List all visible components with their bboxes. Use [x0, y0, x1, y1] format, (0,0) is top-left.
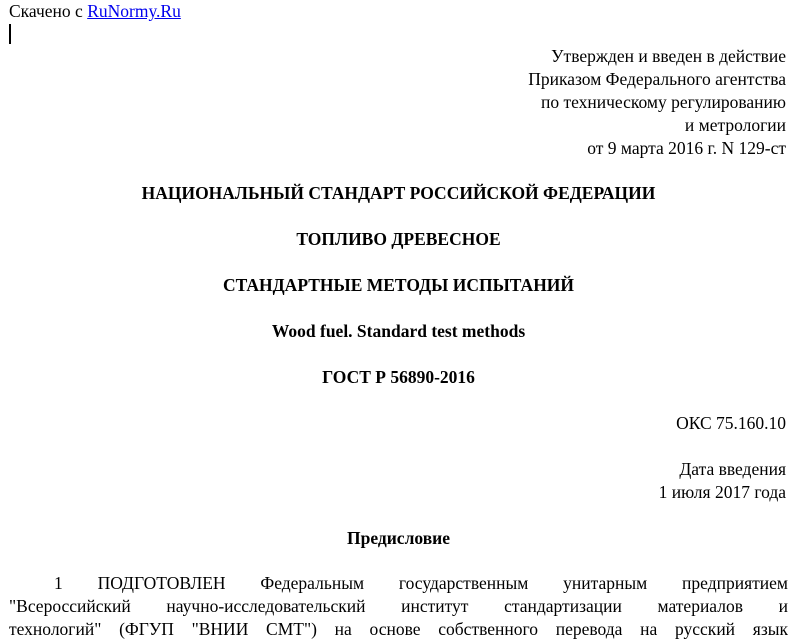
approval-line: Приказом Федерального агентства — [528, 69, 786, 89]
intro-date-value: 1 июля 2017 года — [658, 482, 786, 502]
national-standard-title: НАЦИОНАЛЬНЫЙ СТАНДАРТ РОССИЙСКОЙ ФЕДЕРАЦИИ — [141, 183, 656, 203]
approval-line: и метрологии — [684, 115, 786, 135]
paragraph-line: "Всероссийский научно-исследовательский институт стандартизации материалов и — [9, 596, 788, 616]
gost-number: ГОСТ Р 56890-2016 — [322, 367, 475, 387]
paragraph-line: 1 ПОДГОТОВЛЕН Федеральным государственным унитарным предприятием — [54, 573, 788, 593]
approval-line: Утвержден и введен в действие — [551, 46, 786, 66]
source-line — [9, 0, 181, 23]
text-cursor — [9, 24, 11, 44]
approval-line: по техническому регулированию — [540, 92, 786, 112]
source-prefix: Скачено с — [9, 1, 83, 21]
preface-heading: Предисловие — [346, 528, 451, 548]
approval-block — [528, 45, 786, 160]
intro-date-label: Дата введения — [679, 459, 786, 479]
subject-title: ТОПЛИВО ДРЕВЕСНОЕ — [296, 229, 501, 249]
oks-code: ОКС 75.160.10 — [676, 413, 786, 433]
approval-line: от 9 марта 2016 г. N 129-ст — [587, 138, 786, 158]
paragraph-line: технологий" (ФГУП "ВНИИ СМТ") на основе собственного перевода на русский язык — [9, 619, 788, 639]
preface-paragraph — [9, 572, 788, 641]
methods-title: СТАНДАРТНЫЕ МЕТОДЫ ИСПЫТАНИЙ — [222, 275, 575, 295]
source-link[interactable]: RuNormy.Ru — [87, 1, 181, 21]
english-title: Wood fuel. Standard test methods — [271, 321, 526, 341]
